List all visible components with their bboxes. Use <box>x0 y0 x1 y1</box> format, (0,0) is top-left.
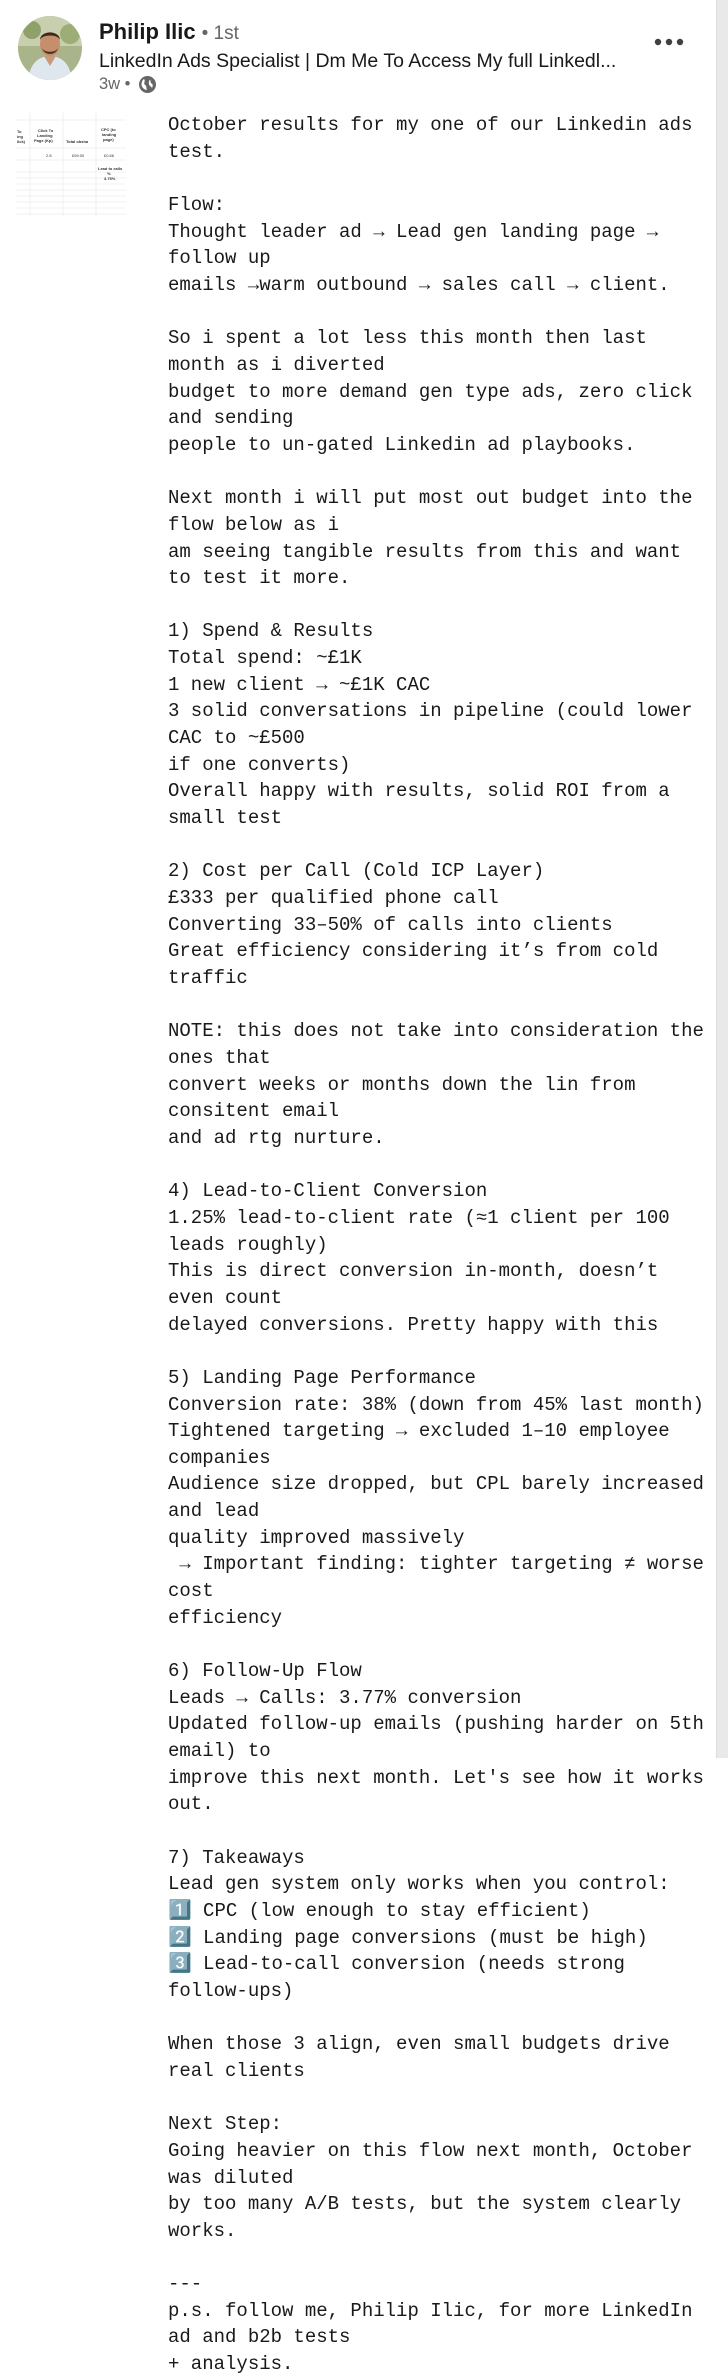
author-headline: LinkedIn Ads Specialist | Dm Me To Access My full Linkedl... <box>99 50 617 72</box>
thumb-cell-r1c4: £0.66 <box>104 153 115 158</box>
post-image-thumbnail[interactable] <box>16 112 126 216</box>
more-options-button[interactable] <box>648 26 690 58</box>
page-scrollbar[interactable] <box>716 0 728 1758</box>
thumb-header-3: Total obsha <box>66 139 89 144</box>
avatar[interactable] <box>18 16 82 80</box>
author-name-row <box>99 19 239 45</box>
thumb-cell-r1c2: 2.8 <box>46 153 52 158</box>
author-name[interactable]: Philip Ilic <box>99 19 196 44</box>
post-meta <box>99 75 157 94</box>
post-time: 3w • <box>99 75 131 93</box>
thumb-cell-r2c4: Lead to calls % 3.75% <box>98 166 123 181</box>
more-horizontal-icon <box>654 33 684 51</box>
connection-degree: • 1st <box>201 23 239 44</box>
thumb-header-4: CPC (to landing page) <box>101 127 117 142</box>
thumb-header-2: Click To Landing Page (Kp) <box>34 128 54 143</box>
thumb-cell-r1c3: £59.00 <box>72 153 85 158</box>
post-body-text: October results for my one of our Linkedin ads test. Flow: Thought leader ad → Lead gen landing page → follow up emails →warm outbound → sales call → client. So i spent a lot less this month then last month as i diverted budget to more demand gen type ads, zero click and sending people to un-gated Linkedin ad playbooks. Next month i will put most out budget into the flow below as i am seeing tangible results from this and want to test it more. 1) Spend & Results Total spend: ~£1K 1 new client → ~£1K CAC 3 solid conversations in pipeline (could lower CAC to ~£500 if one converts) Overall happy with results, solid ROI from a small test 2) Cost per Call (Cold ICP Layer) £333 per qualified phone call Converting 33–50% of calls into clients Great efficiency considering it’s from cold traffic NOTE: this does not take into consideration the ones that convert weeks or months down the lin from consitent email and ad rtg nurture. 4) Lead-to-Client Conversion 1.25% lead-to-client rate (≈1 client per 100 leads roughly) This is direct conversion in-month, doesn’t even count delayed conversions. Pretty happy with this 5) Landing Page Performance Conversion rate: 38% (down from 45% last month) Tightened targeting → excluded 1–10 employee companies Audience size dropped, but CPL barely increased and lead quality improved massively → Important finding: tighter targeting ≠ worse cost efficiency 6) Follow-Up Flow Leads → Calls: 3.77% conversion Updated follow-up emails (pushing harder on 5th email) to improve this next month. Let's see how it works out. 7) Takeaways Lead gen system only works when you control: 1️⃣ CPC (low enough to stay efficient) 2️⃣ Landing page conversions (must be high) 3️⃣ Lead-to-call conversion (needs strong follow-ups) When those 3 align, even small budgets drive real clients Next Step: Going heavier on this flow next month, October was diluted by too many A/B tests, but the system clearly works. --- p.s. follow me, Philip Ilic, for more LinkedIn ad and b2b tests + analysis. <box>168 114 704 2376</box>
thumb-header-1: To ing lick) <box>17 129 26 144</box>
globe-icon <box>138 75 157 94</box>
